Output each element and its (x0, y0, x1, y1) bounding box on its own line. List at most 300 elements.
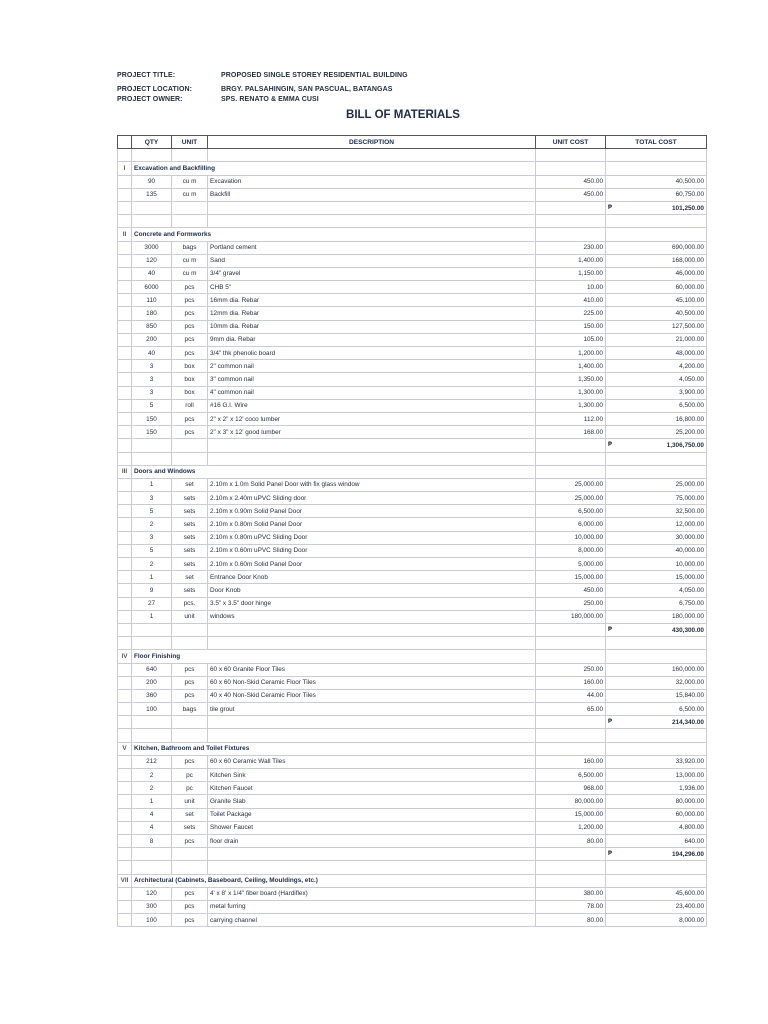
total-cost-cell: 45,100.00 (606, 294, 707, 307)
row-number-cell (118, 241, 132, 254)
description-cell: 12mm dia. Rebar (208, 307, 536, 320)
blank-cell (132, 215, 172, 228)
qty-cell: 40 (132, 347, 172, 360)
qty-cell: 200 (132, 333, 172, 346)
description-cell: Granite Slab (208, 795, 536, 808)
unit-cell: pcs (172, 914, 208, 927)
row-number-cell (118, 571, 132, 584)
total-cost-cell: 4,050.00 (606, 373, 707, 386)
blank-cell (536, 452, 606, 465)
qty-cell: 640 (132, 663, 172, 676)
section-title: Architectural (Cabinets, Baseboard, Ceiling, Mouldings, etc.) (132, 874, 536, 887)
blank-cell (172, 729, 208, 742)
description-cell: 16mm dia. Rebar (208, 294, 536, 307)
total-cost-cell: 25,000.00 (606, 478, 707, 491)
blank-cell (208, 149, 536, 162)
unit-cell: pcs (172, 689, 208, 702)
blank-cell (208, 848, 536, 861)
qty-cell: 2 (132, 769, 172, 782)
table-row (118, 399, 707, 412)
row-number-cell (118, 281, 132, 294)
table-row (118, 821, 707, 834)
row-number-cell (118, 254, 132, 267)
description-cell: Sand (208, 254, 536, 267)
total-cost-cell: 12,000.00 (606, 518, 707, 531)
unit-cell: pcs. (172, 597, 208, 610)
unit-cost-cell: 180,000.00 (536, 610, 606, 623)
total-cost-cell: 32,000.00 (606, 676, 707, 689)
total-cost-cell: 15,000.00 (606, 571, 707, 584)
description-cell: 3/4" gravel (208, 267, 536, 280)
blank-cell (132, 623, 172, 636)
blank-cell (118, 848, 132, 861)
blank-cell (208, 623, 536, 636)
unit-cell: pcs (172, 426, 208, 439)
unit-cell: pcs (172, 834, 208, 847)
total-cost-cell: 10,000.00 (606, 558, 707, 571)
section-title: Doors and Windows (132, 465, 536, 478)
row-number-cell (118, 821, 132, 834)
row-number-cell (118, 689, 132, 702)
section-header-row (118, 874, 707, 887)
blank-cell (536, 162, 606, 175)
row-number-cell (118, 175, 132, 188)
table-row (118, 531, 707, 544)
table-row (118, 782, 707, 795)
description-cell: 2.10m x 0.60m uPVC Sliding Door (208, 544, 536, 557)
row-number-cell (118, 478, 132, 491)
blank-cell (118, 729, 132, 742)
unit-cell: pcs (172, 412, 208, 425)
blank-cell (172, 439, 208, 452)
total-cost-cell: 60,750.00 (606, 188, 707, 201)
section-header-row (118, 228, 707, 241)
row-number-cell (118, 703, 132, 716)
blank-cell (536, 228, 606, 241)
qty-cell: 90 (132, 175, 172, 188)
unit-cost-cell: 105.00 (536, 333, 606, 346)
unit-cell: unit (172, 795, 208, 808)
table-row (118, 544, 707, 557)
blank-cell (172, 716, 208, 729)
total-cost-cell: 25,200.00 (606, 426, 707, 439)
blank-cell (118, 623, 132, 636)
total-cost-cell: 690,000.00 (606, 241, 707, 254)
table-row (118, 676, 707, 689)
description-cell: 3" common nail (208, 373, 536, 386)
qty-cell: 300 (132, 900, 172, 913)
qty-cell: 120 (132, 254, 172, 267)
unit-cost-cell: 1,300.00 (536, 386, 606, 399)
document-title: BILL OF MATERIALS (346, 109, 460, 121)
blank-cell (118, 439, 132, 452)
row-number-cell (118, 360, 132, 373)
table-row (118, 558, 707, 571)
table-row (118, 914, 707, 927)
unit-cost-cell: 225.00 (536, 307, 606, 320)
header-total-cost: TOTAL COST (606, 136, 707, 149)
unit-cell: box (172, 373, 208, 386)
table-header-row (118, 136, 707, 149)
total-cost-cell: 168,000.00 (606, 254, 707, 267)
unit-cell: roll (172, 399, 208, 412)
total-cost-cell: 15,840.00 (606, 689, 707, 702)
row-number-cell (118, 597, 132, 610)
blank-row (118, 149, 707, 162)
blank-cell (172, 637, 208, 650)
blank-cell (172, 623, 208, 636)
unit-cost-cell: 150.00 (536, 320, 606, 333)
description-cell: Entrance Door Knob (208, 571, 536, 584)
blank-cell (536, 716, 606, 729)
unit-cell: pcs (172, 281, 208, 294)
blank-row (118, 215, 707, 228)
row-number-cell (118, 755, 132, 768)
section-number: IV (118, 650, 132, 663)
blank-cell (172, 848, 208, 861)
subtotal-value: 1,306,750.00 (666, 441, 704, 449)
row-number-cell (118, 307, 132, 320)
section-header-row (118, 465, 707, 478)
row-number-cell (118, 505, 132, 518)
total-cost-cell: 60,000.00 (606, 281, 707, 294)
blank-cell (208, 201, 536, 214)
blank-cell (118, 861, 132, 874)
total-cost-cell: 8,000.00 (606, 914, 707, 927)
qty-cell: 2 (132, 558, 172, 571)
description-cell: Toilet Package (208, 808, 536, 821)
row-number-cell (118, 294, 132, 307)
description-cell: Shower Faucet (208, 821, 536, 834)
unit-cell: pcs (172, 887, 208, 900)
peso-sign-icon: ₱ (608, 204, 613, 211)
unit-cost-cell: 112.00 (536, 412, 606, 425)
blank-cell (536, 215, 606, 228)
subtotal-cell (606, 201, 707, 214)
subtotal-value: 214,340.00 (672, 718, 704, 726)
blank-cell (606, 149, 707, 162)
total-cost-cell: 640.00 (606, 834, 707, 847)
total-cost-cell: 40,500.00 (606, 175, 707, 188)
blank-cell (536, 149, 606, 162)
blank-cell (118, 637, 132, 650)
qty-cell: 2 (132, 782, 172, 795)
table-row (118, 188, 707, 201)
peso-sign-icon: ₱ (608, 441, 613, 448)
blank-row (118, 861, 707, 874)
blank-cell (536, 465, 606, 478)
row-number-cell (118, 584, 132, 597)
unit-cell: set (172, 808, 208, 821)
row-number-cell (118, 347, 132, 360)
qty-cell: 212 (132, 755, 172, 768)
unit-cell: pcs (172, 900, 208, 913)
qty-cell: 40 (132, 267, 172, 280)
qty-cell: 100 (132, 914, 172, 927)
unit-cost-cell: 1,150.00 (536, 267, 606, 280)
table-row (118, 887, 707, 900)
total-cost-cell: 30,000.00 (606, 531, 707, 544)
peso-sign-icon: ₱ (608, 626, 613, 633)
blank-row (118, 637, 707, 650)
unit-cell: bags (172, 703, 208, 716)
description-cell: Door Knob (208, 584, 536, 597)
description-cell: 60 x 60 Ceramic Wall Tiles (208, 755, 536, 768)
header-qty: QTY (132, 136, 172, 149)
subtotal-row (118, 201, 707, 214)
unit-cost-cell: 968.00 (536, 782, 606, 795)
row-number-cell (118, 544, 132, 557)
table-row (118, 347, 707, 360)
table-row (118, 241, 707, 254)
table-row (118, 254, 707, 267)
row-number-cell (118, 267, 132, 280)
section-header-row (118, 742, 707, 755)
table-row (118, 795, 707, 808)
blank-cell (208, 861, 536, 874)
unit-cost-cell: 15,000.00 (536, 571, 606, 584)
unit-cell: sets (172, 584, 208, 597)
qty-cell: 3 (132, 531, 172, 544)
unit-cost-cell: 450.00 (536, 188, 606, 201)
table-row (118, 610, 707, 623)
description-cell: 2.10m x 2.40m uPVC Sliding door (208, 492, 536, 505)
project-owner-label: PROJECT OWNER: (117, 96, 183, 103)
blank-cell (536, 623, 606, 636)
unit-cost-cell: 450.00 (536, 175, 606, 188)
table-row (118, 360, 707, 373)
table-row (118, 755, 707, 768)
blank-cell (606, 861, 707, 874)
table-row (118, 333, 707, 346)
blank-cell (208, 215, 536, 228)
header-unit-cost: UNIT COST (536, 136, 606, 149)
blank-cell (606, 742, 707, 755)
section-title: Floor Finishing (132, 650, 536, 663)
blank-cell (132, 848, 172, 861)
blank-cell (606, 874, 707, 887)
unit-cell: set (172, 478, 208, 491)
qty-cell: 1 (132, 571, 172, 584)
blank-cell (536, 729, 606, 742)
total-cost-cell: 4,200.00 (606, 360, 707, 373)
qty-cell: 5 (132, 505, 172, 518)
description-cell: 2" x 2" x 12' coco lumber (208, 412, 536, 425)
blank-cell (132, 201, 172, 214)
blank-cell (132, 637, 172, 650)
row-number-cell (118, 914, 132, 927)
total-cost-cell: 127,500.00 (606, 320, 707, 333)
unit-cost-cell: 410.00 (536, 294, 606, 307)
unit-cell: pcs (172, 307, 208, 320)
section-header-row (118, 650, 707, 663)
section-number: II (118, 228, 132, 241)
project-owner-value: SPS. RENATO & EMMA CUSI (221, 96, 319, 103)
description-cell: Kitchen Sink (208, 769, 536, 782)
total-cost-cell: 33,920.00 (606, 755, 707, 768)
unit-cost-cell: 10.00 (536, 281, 606, 294)
subtotal-value: 430,300.00 (672, 626, 704, 634)
unit-cost-cell: 10,000.00 (536, 531, 606, 544)
total-cost-cell: 46,000.00 (606, 267, 707, 280)
unit-cost-cell: 1,300.00 (536, 399, 606, 412)
description-cell: 10mm dia. Rebar (208, 320, 536, 333)
blank-cell (118, 149, 132, 162)
description-cell: 2" x 3" x 12' good lumber (208, 426, 536, 439)
unit-cell: sets (172, 492, 208, 505)
row-number-cell (118, 558, 132, 571)
row-number-cell (118, 808, 132, 821)
total-cost-cell: 4,050.00 (606, 584, 707, 597)
blank-cell (536, 848, 606, 861)
unit-cost-cell: 230.00 (536, 241, 606, 254)
unit-cell: sets (172, 518, 208, 531)
section-number: V (118, 742, 132, 755)
description-cell: 9mm dia. Rebar (208, 333, 536, 346)
unit-cell: pcs (172, 676, 208, 689)
unit-cell: pcs (172, 347, 208, 360)
row-number-cell (118, 887, 132, 900)
qty-cell: 180 (132, 307, 172, 320)
table-row (118, 281, 707, 294)
unit-cost-cell: 250.00 (536, 663, 606, 676)
blank-cell (132, 452, 172, 465)
table-row (118, 492, 707, 505)
total-cost-cell: 48,000.00 (606, 347, 707, 360)
qty-cell: 3 (132, 492, 172, 505)
unit-cell: sets (172, 505, 208, 518)
total-cost-cell: 16,800.00 (606, 412, 707, 425)
subtotal-row (118, 623, 707, 636)
project-title-label: PROJECT TITLE: (117, 72, 176, 79)
unit-cost-cell: 1,400.00 (536, 360, 606, 373)
table-row (118, 412, 707, 425)
unit-cost-cell: 80.00 (536, 834, 606, 847)
unit-cost-cell: 80.00 (536, 914, 606, 927)
unit-cell: pcs (172, 294, 208, 307)
subtotal-row (118, 716, 707, 729)
project-location-value: BRGY. PALSAHINGIN, SAN PASCUAL, BATANGAS (221, 86, 393, 93)
qty-cell: 1 (132, 795, 172, 808)
table-row (118, 571, 707, 584)
total-cost-cell: 1,936.00 (606, 782, 707, 795)
row-number-cell (118, 531, 132, 544)
row-number-cell (118, 782, 132, 795)
blank-cell (606, 637, 707, 650)
description-cell: #16 G.I. Wire (208, 399, 536, 412)
blank-cell (208, 452, 536, 465)
project-location-label: PROJECT LOCATION: (117, 86, 193, 93)
row-number-cell (118, 834, 132, 847)
row-number-cell (118, 333, 132, 346)
qty-cell: 850 (132, 320, 172, 333)
description-cell: 2.10m x 0.80m Solid Panel Door (208, 518, 536, 531)
description-cell: 60 x 60 Non-Skid Ceramic Floor Tiles (208, 676, 536, 689)
unit-cost-cell: 1,400.00 (536, 254, 606, 267)
table-row (118, 663, 707, 676)
header-description: DESCRIPTION (208, 136, 536, 149)
unit-cell: cu m (172, 254, 208, 267)
qty-cell: 2 (132, 518, 172, 531)
qty-cell: 6000 (132, 281, 172, 294)
qty-cell: 5 (132, 544, 172, 557)
total-cost-cell: 6,500.00 (606, 703, 707, 716)
total-cost-cell: 6,750.00 (606, 597, 707, 610)
total-cost-cell: 4,800.00 (606, 821, 707, 834)
row-number-cell (118, 386, 132, 399)
table-row (118, 518, 707, 531)
unit-cost-cell: 1,200.00 (536, 347, 606, 360)
table-row (118, 834, 707, 847)
description-cell: 2" common nail (208, 360, 536, 373)
section-title: Excavation and Backfilling (132, 162, 536, 175)
unit-cell: pc (172, 769, 208, 782)
table-row (118, 769, 707, 782)
row-number-cell (118, 663, 132, 676)
subtotal-cell (606, 623, 707, 636)
subtotal-cell (606, 716, 707, 729)
table-row (118, 373, 707, 386)
unit-cost-cell: 250.00 (536, 597, 606, 610)
table-row (118, 294, 707, 307)
qty-cell: 3 (132, 360, 172, 373)
qty-cell: 150 (132, 426, 172, 439)
total-cost-cell: 40,000.00 (606, 544, 707, 557)
row-number-cell (118, 320, 132, 333)
description-cell: 2.10m x 0.90m Solid Panel Door (208, 505, 536, 518)
blank-cell (172, 452, 208, 465)
subtotal-value: 194,296.00 (672, 850, 704, 858)
row-number-cell (118, 188, 132, 201)
blank-cell (606, 215, 707, 228)
header-unit: UNIT (172, 136, 208, 149)
total-cost-cell: 3,900.00 (606, 386, 707, 399)
blank-cell (172, 149, 208, 162)
row-number-cell (118, 795, 132, 808)
unit-cost-cell: 15,000.00 (536, 808, 606, 821)
blank-row (118, 729, 707, 742)
description-cell: carrying channel (208, 914, 536, 927)
table-row (118, 386, 707, 399)
unit-cost-cell: 78.00 (536, 900, 606, 913)
unit-cost-cell: 1,200.00 (536, 821, 606, 834)
section-title: Kitchen, Bathroom and Toilet Fixtures (132, 742, 536, 755)
qty-cell: 150 (132, 412, 172, 425)
blank-cell (536, 650, 606, 663)
description-cell: 4' x 8' x 1/4" fiber board (Hardiflex) (208, 887, 536, 900)
qty-cell: 1 (132, 478, 172, 491)
blank-cell (536, 742, 606, 755)
description-cell: CHB 5" (208, 281, 536, 294)
total-cost-cell: 160,000.00 (606, 663, 707, 676)
row-number-cell (118, 518, 132, 531)
table-row (118, 478, 707, 491)
unit-cost-cell: 380.00 (536, 887, 606, 900)
unit-cell: box (172, 360, 208, 373)
unit-cost-cell: 168.00 (536, 426, 606, 439)
total-cost-cell: 32,500.00 (606, 505, 707, 518)
description-cell: 4" common nail (208, 386, 536, 399)
table-row (118, 175, 707, 188)
blank-cell (172, 201, 208, 214)
total-cost-cell: 6,500.00 (606, 399, 707, 412)
unit-cell: sets (172, 544, 208, 557)
unit-cost-cell: 44.00 (536, 689, 606, 702)
unit-cost-cell: 65.00 (536, 703, 606, 716)
blank-cell (606, 452, 707, 465)
row-number-cell (118, 610, 132, 623)
qty-cell: 9 (132, 584, 172, 597)
